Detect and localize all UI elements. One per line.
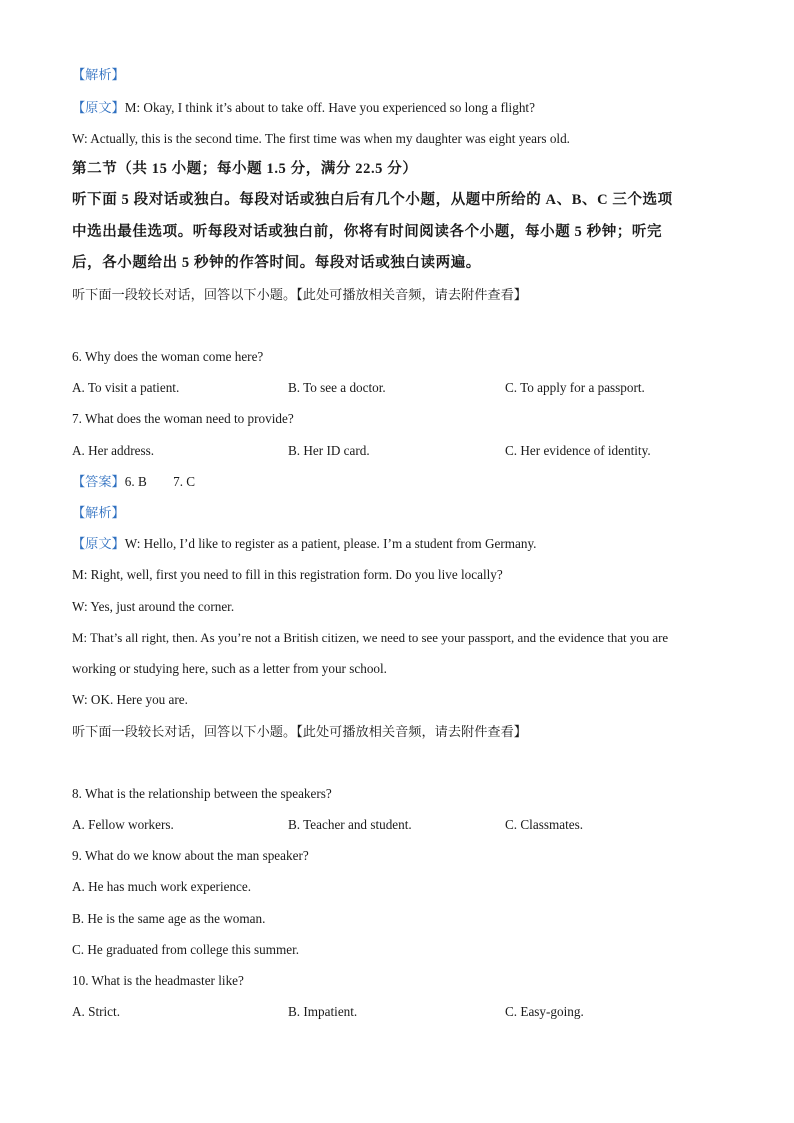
question-7: 7. What does the woman need to provide?: [72, 411, 294, 426]
instruction-line: 听下面 5 段对话或独白。每段对话或独白后有几个小题，从题中所给的 A、B、C 三个选项: [72, 192, 673, 208]
q7-option-a: A. Her address.: [72, 443, 155, 458]
source-text: W: Hello, I’d like to register as a patient, please. I’m a student from Germany.: [124, 536, 537, 551]
answer-text: 6. B 7. C: [124, 474, 196, 489]
answer-line: [72, 473, 195, 491]
q10-option-c: C. Easy-going.: [505, 1004, 584, 1019]
source-tag: 【原文】: [72, 536, 125, 551]
dialog-intro: 听下面一段较长对话，回答以下小题。【此处可播放相关音频，请去附件查看】: [72, 287, 527, 302]
question-6: 6. Why does the woman come here?: [72, 349, 264, 364]
section-heading: 第二节（共 15 小题；每小题 1.5 分，满分 22.5 分）: [72, 161, 418, 177]
transcript-line: working or studying here, such as a letter from your school.: [72, 661, 387, 676]
q7-option-c: C. Her evidence of identity.: [505, 443, 651, 458]
transcript-line: W: Yes, just around the corner.: [72, 599, 235, 614]
q7-option-b: B. Her ID card.: [288, 443, 370, 458]
source-line: W: Actually, this is the second time. The first time was when my daughter was eight years old.: [72, 131, 570, 146]
transcript-line: W: OK. Here you are.: [72, 692, 188, 707]
source-line: [72, 535, 536, 553]
transcript-line: M: Right, well, first you need to fill in this registration form. Do you live locally?: [72, 567, 503, 582]
source-text: M: Okay, I think it’s about to take off. Have you experienced so long a flight?: [124, 100, 535, 115]
analysis-tag: 【解析】: [72, 67, 125, 82]
q6-option-a: A. To visit a patient.: [72, 380, 180, 395]
q9-option-a: A. He has much work experience.: [72, 879, 252, 894]
q6-option-c: C. To apply for a passport.: [505, 380, 645, 395]
source-line: [72, 99, 535, 117]
transcript-line: M: That’s all right, then. As you’re not a British citizen, we need to see your passport, and the evidence that you are: [72, 631, 669, 645]
answer-tag: 【答案】: [72, 474, 125, 489]
q8-option-c: C. Classmates.: [505, 817, 584, 832]
source-tag: 【原文】: [72, 100, 125, 115]
q9-option-b: B. He is the same age as the woman.: [72, 911, 266, 926]
q8-option-a: A. Fellow workers.: [72, 817, 174, 832]
q10-option-a: A. Strict.: [72, 1004, 120, 1019]
q9-option-c: C. He graduated from college this summer.: [72, 942, 300, 957]
q6-option-b: B. To see a doctor.: [288, 380, 386, 395]
instruction-line: 中选出最佳选项。听每段对话或独白前，你将有时间阅读各个小题，每小题 5 秒钟；听完: [72, 224, 663, 240]
instruction-line: 后，各小题给出 5 秒钟的作答时间。每段对话或独白读两遍。: [72, 255, 481, 271]
question-10: 10. What is the headmaster like?: [72, 973, 244, 988]
dialog-intro: 听下面一段较长对话，回答以下小题。【此处可播放相关音频，请去附件查看】: [72, 724, 527, 739]
q10-option-b: B. Impatient.: [288, 1004, 358, 1019]
q8-option-b: B. Teacher and student.: [288, 817, 412, 832]
question-8: 8. What is the relationship between the speakers?: [72, 786, 332, 801]
question-9: 9. What do we know about the man speaker?: [72, 848, 309, 863]
analysis-tag: 【解析】: [72, 505, 125, 520]
